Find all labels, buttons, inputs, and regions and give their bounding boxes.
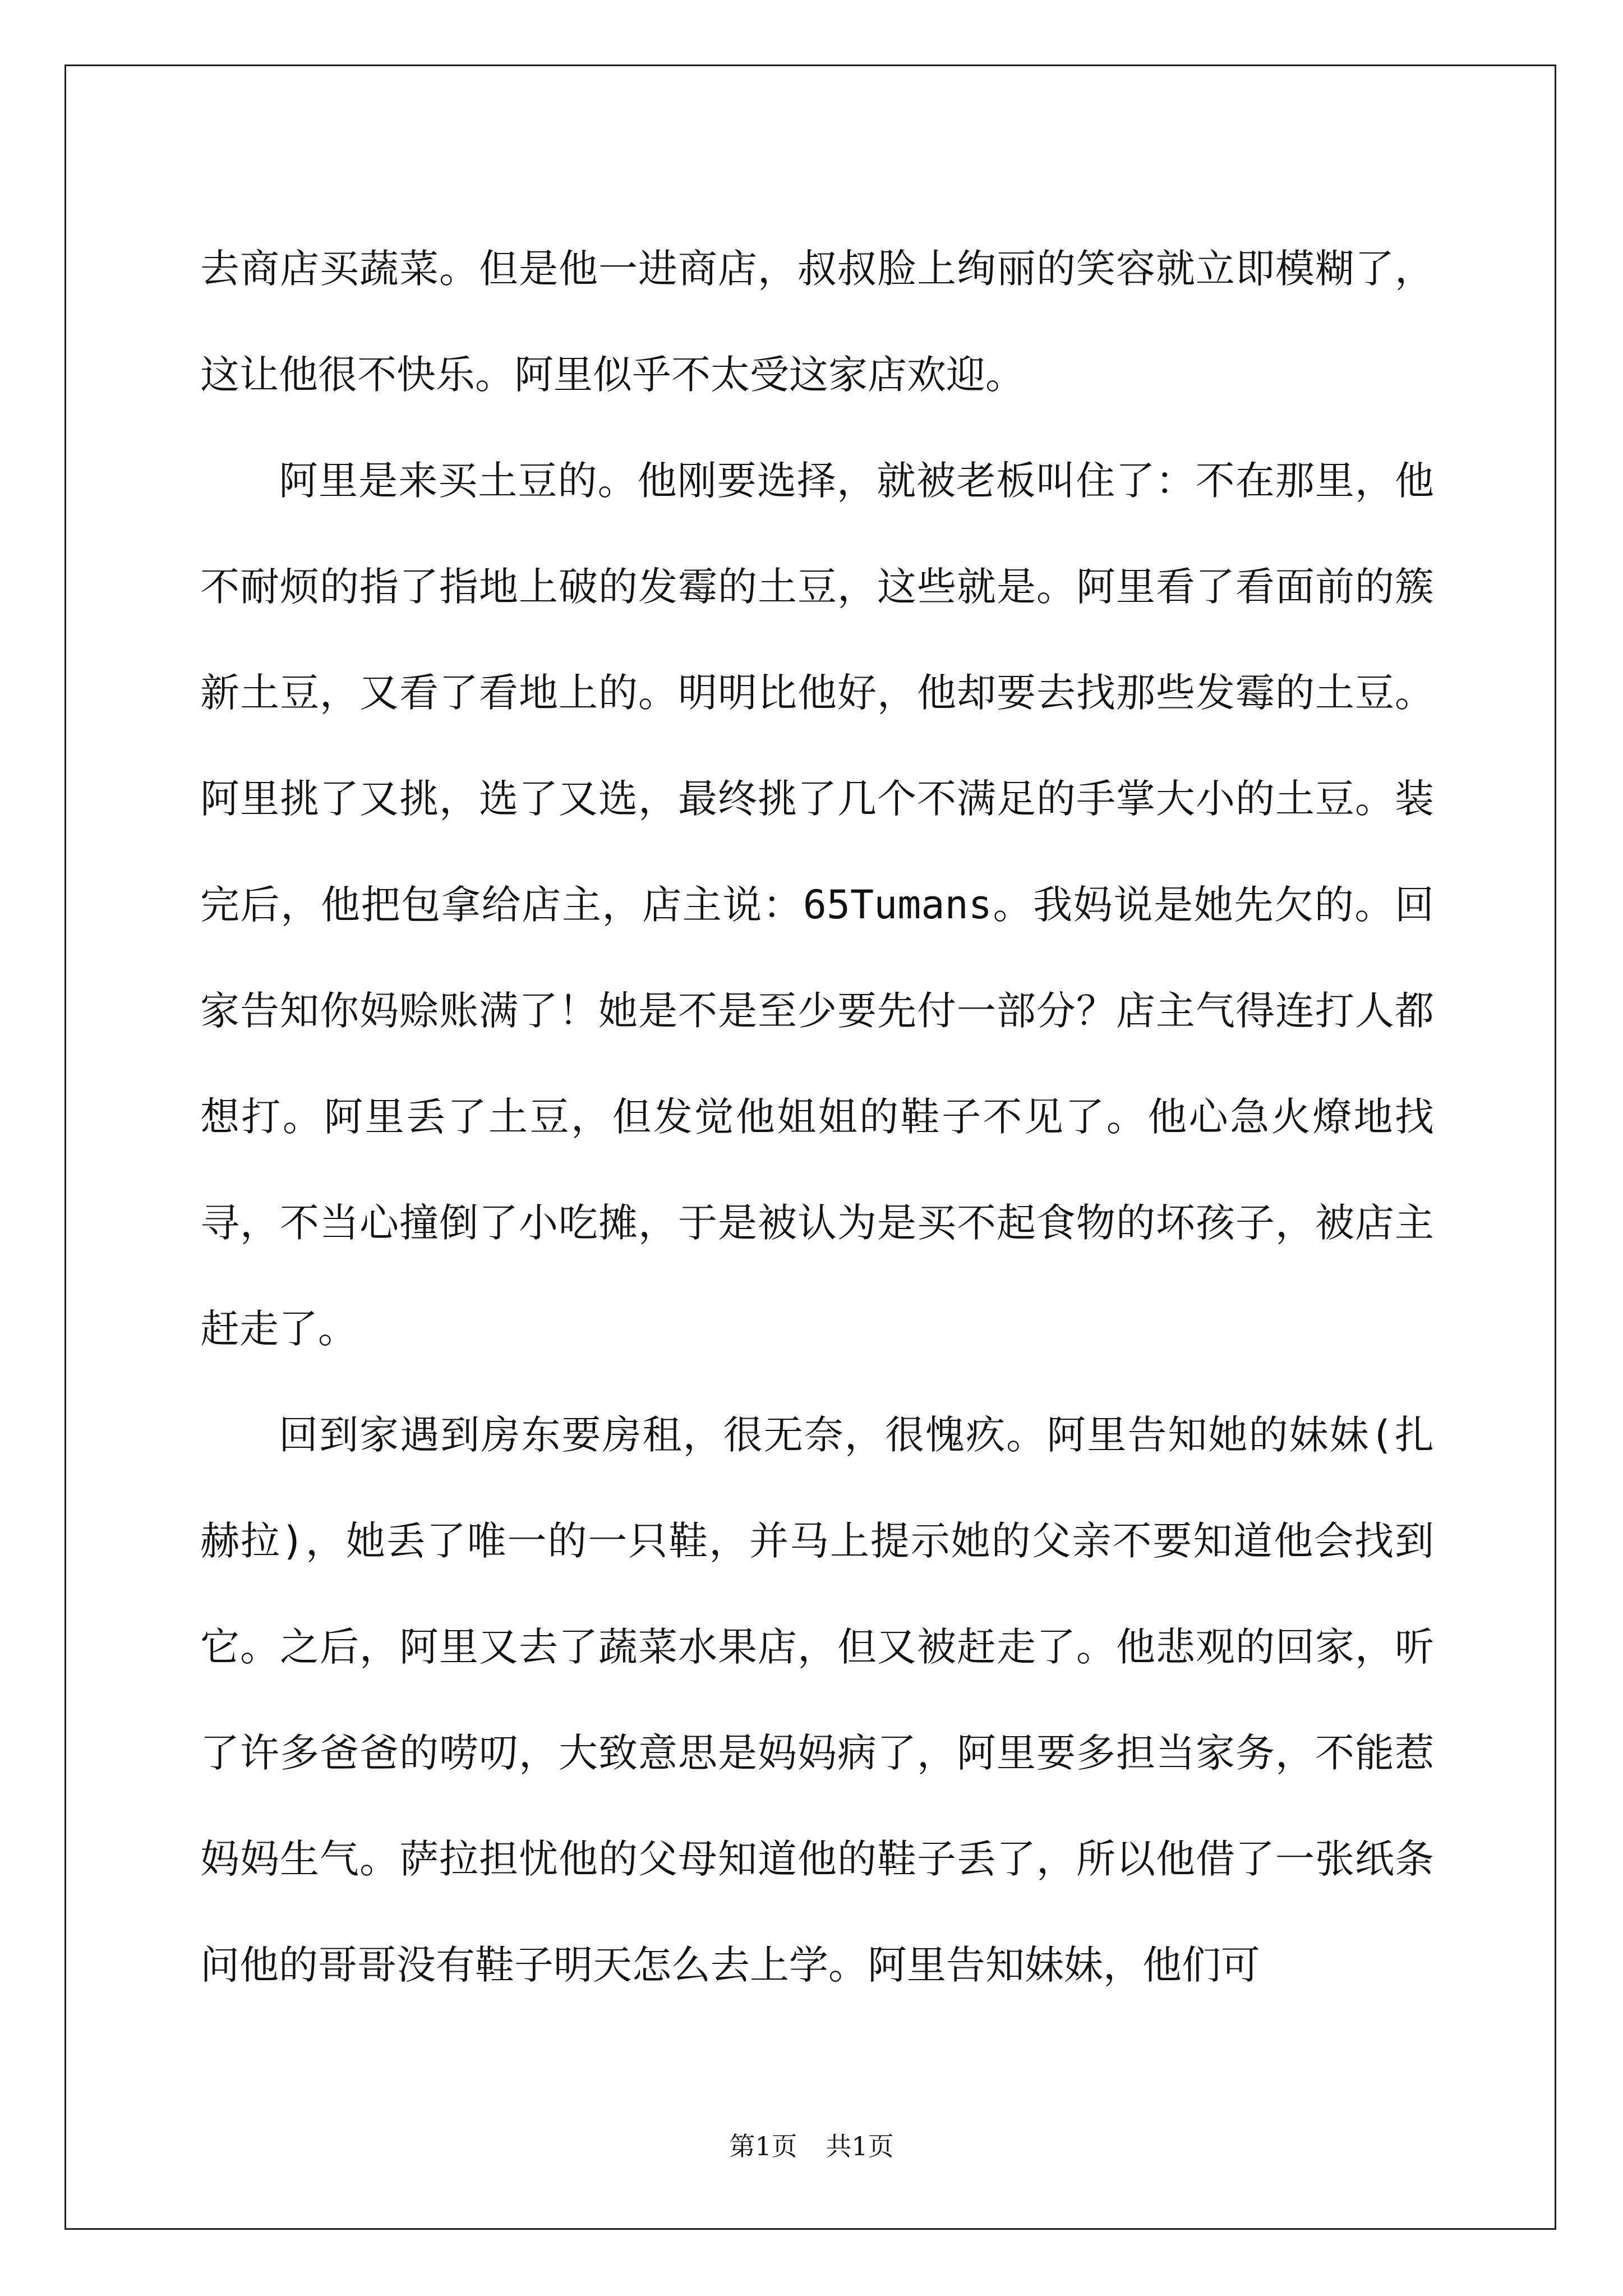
- paragraph-3: 回到家遇到房东要房租，很无奈，很愧疚。阿里告知她的妹妹(扎赫拉)，她丢了唯一的一只鞋，并马上提示她的父亲不要知道他会找到它。之后，阿里又去了蔬菜水果店，但又被赶走了。他悲观的回家，听了许多爸爸的唠叨，大致意思是妈妈病了，阿里要多担当家务，不能惹妈妈生气。萨拉担忧他的父母知道他的鞋子丢了，所以他借了一张纸条问他的哥哥没有鞋子明天怎么去上学。阿里告知妹妹，他们可: [200, 1412, 1434, 1988]
- paragraph-2: 阿里是来买土豆的。他刚要选择，就被老板叫住了：不在那里，他不耐烦的指了指地上破的发霉的土豆，这些就是。阿里看了看面前的簇新土豆，又看了看地上的。明明比他好，他却要去找那些发霉的土豆。阿里挑了又挑，选了又选，最终挑了几个不满足的手掌大小的土豆。装完后，他把包拿给店主，店主说：65Tumans。我妈说是她先欠的。回家告知你妈赊账满了！她是不是至少要先付一部分？店主气得连打人都想打。阿里丢了土豆，但发觉他姐姐的鞋子不见了。他心急火燎地找寻，不当心撞倒了小吃摊，于是被认为是买不起食物的坏孩子，被店主赶走了。: [200, 458, 1434, 1352]
- page-total: 共1页: [826, 2131, 894, 2161]
- page-footer: [0, 2126, 1623, 2163]
- paragraph-1: 去商店买蔬菜。但是他一进商店，叔叔脸上绚丽的笑容就立即模糊了，这让他很不快乐。阿里似乎不太受这家店欢迎。: [200, 246, 1434, 398]
- document-body: [200, 216, 1434, 2018]
- page-number: 第1页: [729, 2131, 797, 2161]
